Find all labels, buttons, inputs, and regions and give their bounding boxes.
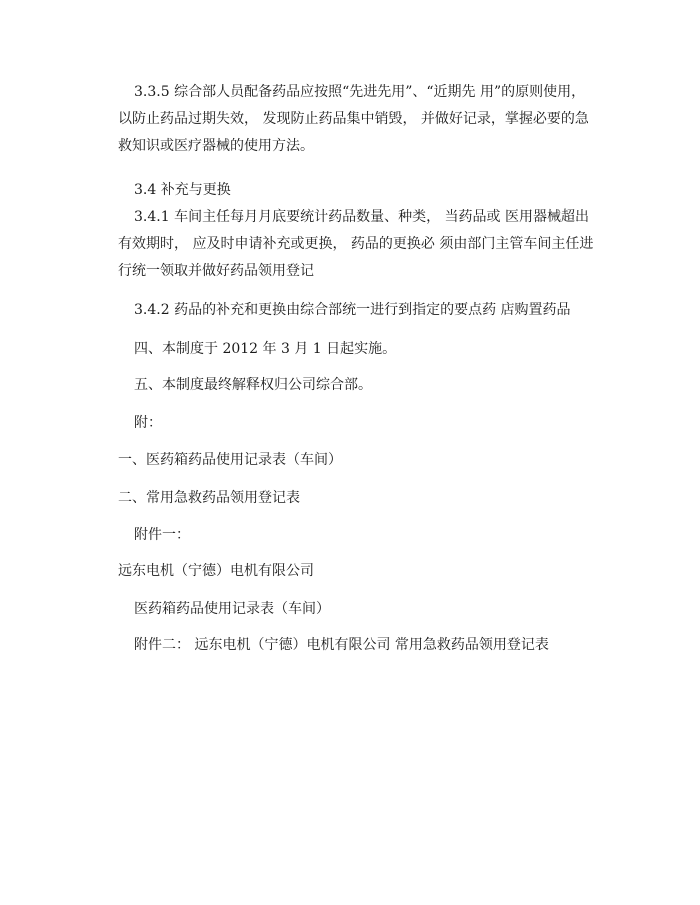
appendix-heading: 附： [134, 415, 162, 431]
appendix-item-1: 一、医药箱药品使用记录表（车间） [118, 452, 342, 468]
paragraph-3-3-5: 3.3.5 综合部人员配备药品应按照“先进先用”、“近期先 用”的原则使用， 以防止药品过期失效， 发现防止药品集中销毁， 并做好记录，掌握必要的急救知识或医疗器械的使用方法。 [118, 84, 589, 154]
appendix-item-2: 二、常用急救药品领用登记表 [118, 490, 300, 506]
paragraph-3-4-1: 3.4.1 车间主任每月月底要统计药品数量、种类， 当药品或 医用器械超出有效期时， 应及时申请补充或更换， 药品的更换必 须由部门主管车间主任进行统一领取并做好药品领用登记 [118, 209, 594, 279]
paragraph-3-4-2: 3.4.2 药品的补充和更换由综合部统一进行到指定的要点药 店购置药品 [134, 302, 571, 318]
paragraph-section-5: 五、本制度最终解释权归公司综合部。 [134, 377, 372, 393]
company-name: 远东电机（宁德）电机有限公司 [118, 563, 314, 579]
attachment-1-heading: 附件一： [134, 527, 190, 543]
paragraph-section-4: 四、本制度于 2012 年 3 月 1 日起实施。 [134, 341, 397, 357]
attachment-2-heading: 附件二： 远东电机（宁德）电机有限公司 常用急救药品领用登记表 [134, 637, 549, 653]
attachment-1-title: 医药箱药品使用记录表（车间） [134, 601, 330, 617]
heading-3-4: 3.4 补充与更换 [134, 182, 231, 198]
